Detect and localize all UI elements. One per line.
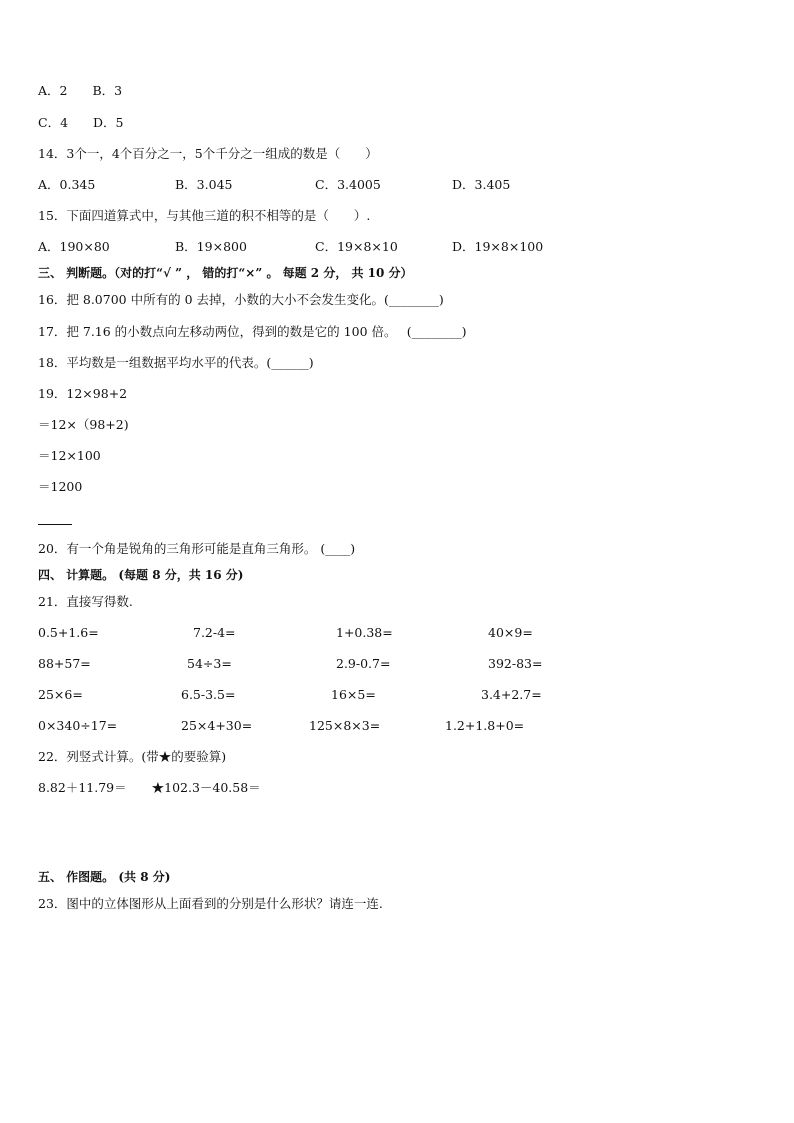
calc-item: 6.5-3.5= — [181, 687, 236, 702]
calc-item: 54÷3= — [187, 656, 232, 671]
question-21: 21．直接写得数. — [38, 594, 133, 609]
section-4-heading: 四、 计算题。 (每题 8 分，共 16 分) — [38, 568, 244, 582]
question-17: 17．把 7.16 的小数点向左移动两位，得到的数是它的 100 倍。 (________) — [38, 324, 467, 339]
section-3-heading: 三、 判断题。（对的打“√ ” ， 错的打“×” 。 每题 2 分， 共 10 分） — [38, 266, 413, 280]
q13-options-ab: A．2 B．3 — [38, 83, 123, 98]
question-23: 23．图中的立体图形从上面看到的分别是什么形状？请连一连. — [38, 896, 383, 911]
calc-item: 1+0.38= — [336, 625, 393, 640]
q14-option-a: A．0.345 — [38, 177, 96, 192]
q13-options-cd: C．4 D．5 — [38, 115, 124, 130]
calc-item: 0.5+1.6= — [38, 625, 99, 640]
section-5-heading: 五、 作图题。 (共 8 分) — [38, 870, 171, 884]
calc-item: 125×8×3= — [309, 718, 381, 733]
question-19-line-1: 19．12×98+2 — [38, 386, 128, 401]
question-19-line-2: ＝12×（98+2) — [38, 417, 129, 432]
question-20: 20．有一个角是锐角的三角形可能是直角三角形。 (____) — [38, 541, 356, 556]
q14-option-d: D．3.405 — [452, 177, 511, 192]
question-22: 22．列竖式计算。(带★的要验算) — [38, 749, 227, 764]
calc-item: 1.2+1.8+0= — [445, 718, 525, 733]
question-14: 14．3个一，4个百分之一，5个千分之一组成的数是（ ） — [38, 146, 378, 161]
calc-item: 40×9= — [488, 625, 533, 640]
calc-item: 3.4+2.7= — [481, 687, 542, 702]
question-19-line-4: ＝1200 — [38, 479, 83, 494]
question-19-line-3: ＝12×100 — [38, 448, 101, 463]
question-16: 16．把 8.0700 中所有的 0 去掉，小数的大小不会发生变化。(________) — [38, 292, 444, 307]
calc-item: 0×340÷17= — [38, 718, 118, 733]
question-15: 15．下面四道算式中，与其他三道的积不相等的是（ ）. — [38, 208, 371, 223]
calc-item: 2.9-0.7= — [336, 656, 391, 671]
calc-item: 16×5= — [331, 687, 376, 702]
calc-item: 25×6= — [38, 687, 83, 702]
q14-option-c: C．3.4005 — [315, 177, 381, 192]
q19-answer-blank — [38, 524, 72, 525]
calc-item: 392-83= — [488, 656, 543, 671]
question-18: 18．平均数是一组数据平均水平的代表。(______) — [38, 355, 314, 370]
calc-item: 88+57= — [38, 656, 91, 671]
calc-item: 7.2-4= — [193, 625, 236, 640]
q15-option-b: B．19×800 — [175, 239, 247, 254]
calc-item: 25×4+30= — [181, 718, 253, 733]
q15-option-c: C．19×8×10 — [315, 239, 398, 254]
q15-option-d: D．19×8×100 — [452, 239, 544, 254]
q14-option-b: B．3.045 — [175, 177, 233, 192]
question-22-items: 8.82＋11.79＝ ★102.3－40.58＝ — [38, 780, 261, 795]
q15-option-a: A．190×80 — [38, 239, 110, 254]
